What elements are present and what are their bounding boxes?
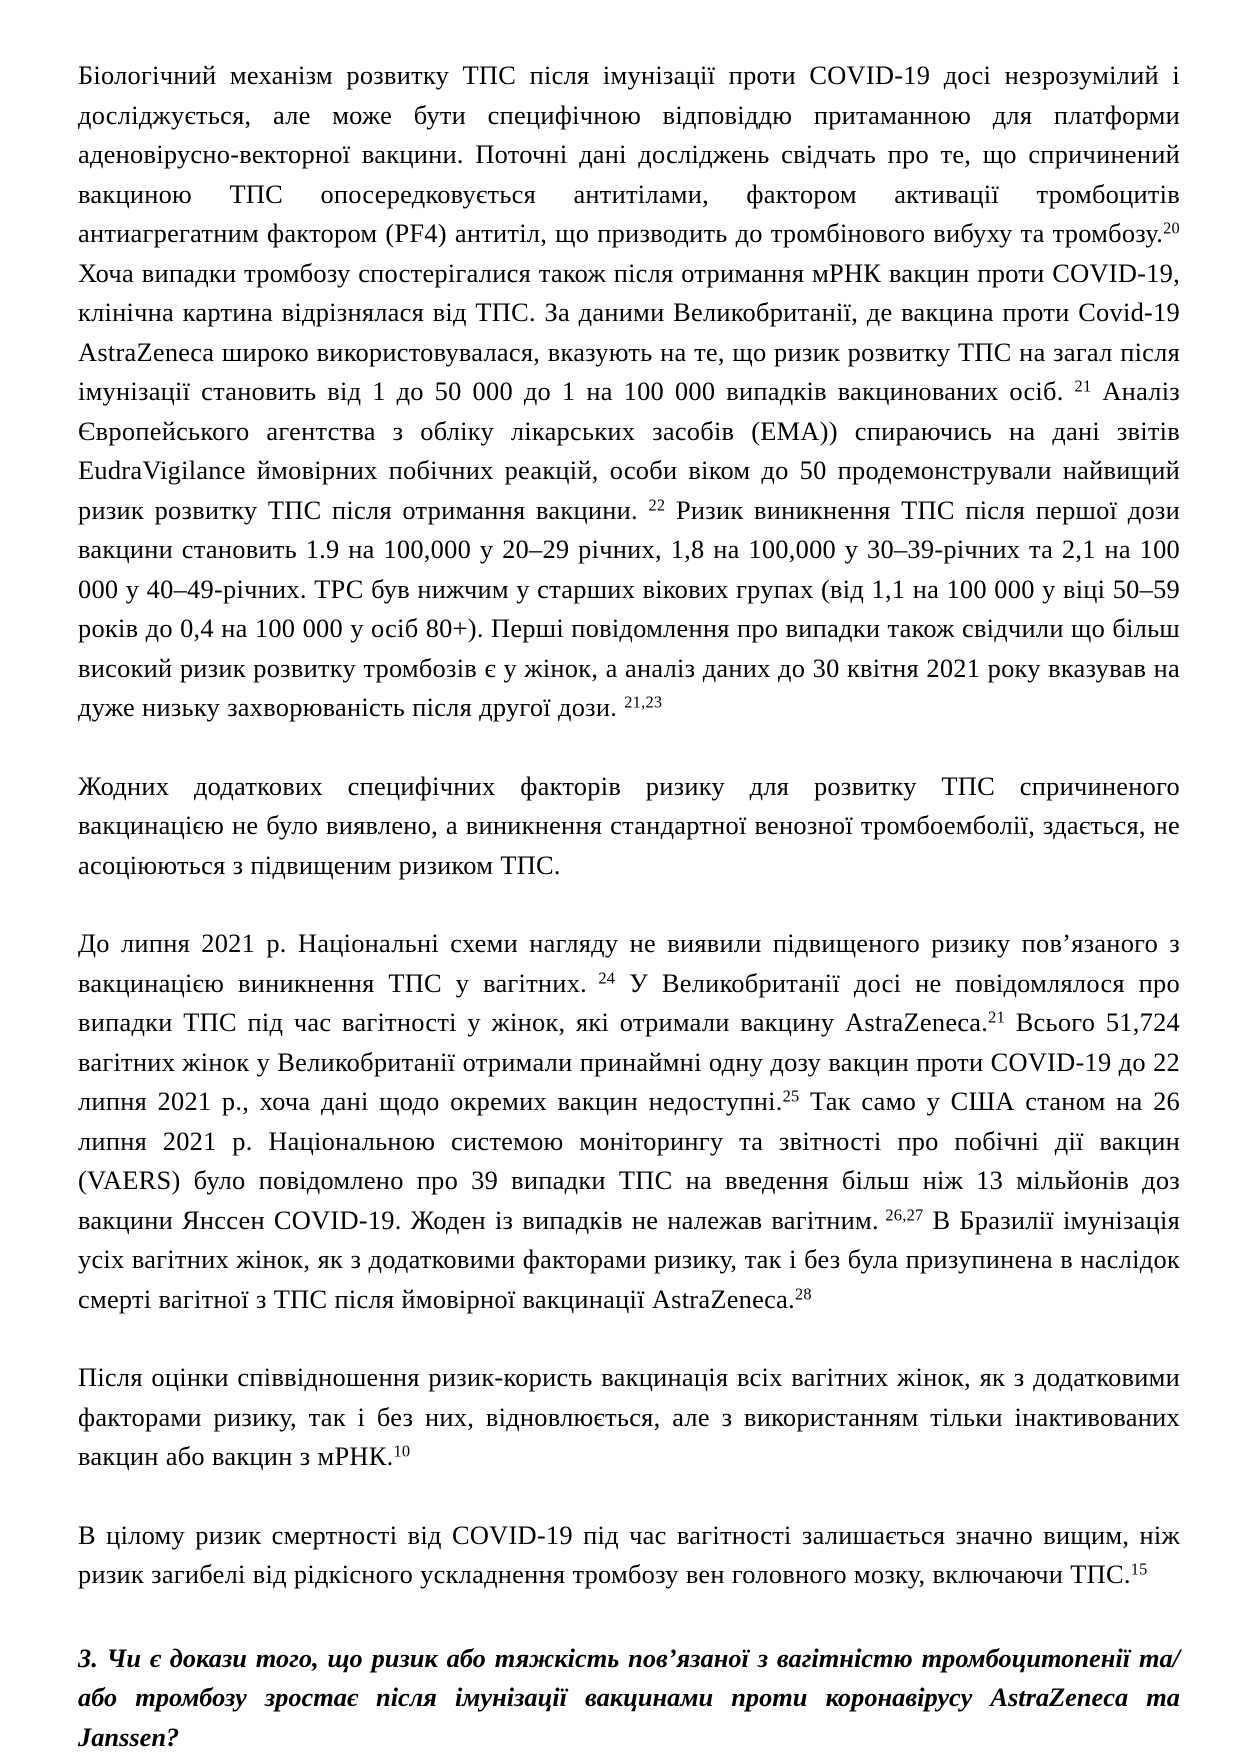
paragraph-mechanism: Біологічний механізм розвитку ТПС після імунізації проти COVID-19 досі незрозумілий і досліджується, але може бути специфічною відповіддю притаманною для платформи аденовірусно-векторної вакцини. Поточні дані досліджень свідчать про те, що спричинений вакциною ТПС опосередковується антитілами, фактором активації тромбоцитів антиагрегатним фактором (PF4) антитіл, що призводить до тромбінового вибуху та тромбозу.$^{20}$ Хоча випадки тромбозу спостерігалися також після отримання мРНК вакцин проти COVID-19, клінічна картина відрізнялася від ТПС. За даними Великобританії, де вакцина проти Covid-19 AstraZeneca широко використовувалася, вказують на те, що ризик розвитку ТПС на загал після імунізації становить від 1 до 50 000 до 1 на 100 000 випадків вакцинованих осіб. $^{21}$ Аналіз Європейського агентства з обліку лікарських засобів (ЕМА)) спираючись на дані звітів EudraVigilance ймовірних побічних реакцій, особи віком до 50 продемонстрували найвищий ризик розвитку ТПС після отримання вакцини. $^{22}$ Ризик виникнення ТПС після першої дози вакцини становить 1.9 на 100,000 у 20–29 річних, 1,8 на 100,000 у 30–39-річних та 2,1 на 100 000 у 40–49-річних. ТРС був нижчим у старших вікових групах (від 1,1 на 100 000 у віці 50–59 років до 0,4 на 100 000 у осіб 80+). Перші повідомлення про випадки також свідчили що більш високий ризик розвитку тромбозів є у жінок, а аналіз даних до 30 квітня 2021 року вказував на дуже низьку захворюваність після другої дози. $^{21,23}$ xyxy=(78,56,1180,728)
paragraph-mortality: В цілому ризик смертності від COVID-19 під час вагітності залишається значно вищим, ніж ризик загибелі від рідкісного ускладнення тромбозу вен головного мозку, включаючи ТПС.$^{15}$ xyxy=(78,1516,1180,1595)
reference-superscript: 26,27 xyxy=(879,1205,924,1224)
reference-superscript: 10 xyxy=(393,1442,410,1461)
paragraph-risk-benefit: Після оцінки співвідношення ризик-користь вакцинація всіх вагітних жінок, як з додатковими факторами ризику, так і без них, відновлюється, але з використанням тільки інактивованих вакцин або вакцин з мРНК.$^{10}$ xyxy=(78,1358,1180,1477)
reference-superscript: 15 xyxy=(1131,1560,1148,1579)
reference-superscript: 24 xyxy=(587,968,615,987)
reference-superscript: 22 xyxy=(648,495,665,514)
paragraph-pregnancy-surveillance: До липня 2021 р. Національні схеми нагляду не виявили підвищеного ризику пов’язаного з вакцинацією виникнення ТПС у вагітних. $^{24}$ У Великобританії досі не повідомлялося про випадки ТПС під час вагітності у жінок, які отримали вакцину AstraZeneca.$^{21}$ Всього 51,724 вагітних жінок у Великобританії отримали принаймні одну дозу вакцин проти COVID-19 до 22 липня 2021 р., хоча дані щодо окремих вакцин недоступні.$^{25}$ Так само у США станом на 26 липня 2021 р. Національною системою моніторингу та звітності про побічні дії вакцин (VAERS) було повідомлено про 39 випадки ТПС на введення більш ніж 13 мільйонів доз вакцини Янссен COVID-19. Жоден із випадків не належав вагітним. $^{26,27}$ В Бразилії імунізація усіх вагітних жінок, як з додатковими факторами ризику, так і без була призупинена в наслідок смерті вагітної з ТПС після ймовірної вакцинації AstraZeneca.$^{28}$ xyxy=(78,924,1180,1319)
reference-superscript: 20 xyxy=(1163,219,1180,238)
document-body xyxy=(78,56,1180,1757)
reference-superscript: 28 xyxy=(795,1284,812,1303)
reference-superscript: 21,23 xyxy=(624,693,662,712)
reference-superscript: 21 xyxy=(988,1008,1005,1027)
section-heading-question-3: 3. Чи є докази того, що ризик або тяжкість пов’язаної з вагітністю тромбоцитопенії та/ або тромбозу зростає після імунізації вакцинами проти коронавірусу AstraZeneca та Janssen? xyxy=(78,1639,1180,1757)
reference-superscript: 25 xyxy=(783,1087,800,1106)
paragraph-no-extra-risk-factors: Жодних додаткових специфічних факторів ризику для розвитку ТПС спричиненого вакцинацією не було виявлено, а виникнення стандартної венозної тромбоемболії, здається, не асоціюються з підвищеним ризиком ТПС. xyxy=(78,767,1180,886)
reference-superscript: 21 xyxy=(1075,377,1092,396)
